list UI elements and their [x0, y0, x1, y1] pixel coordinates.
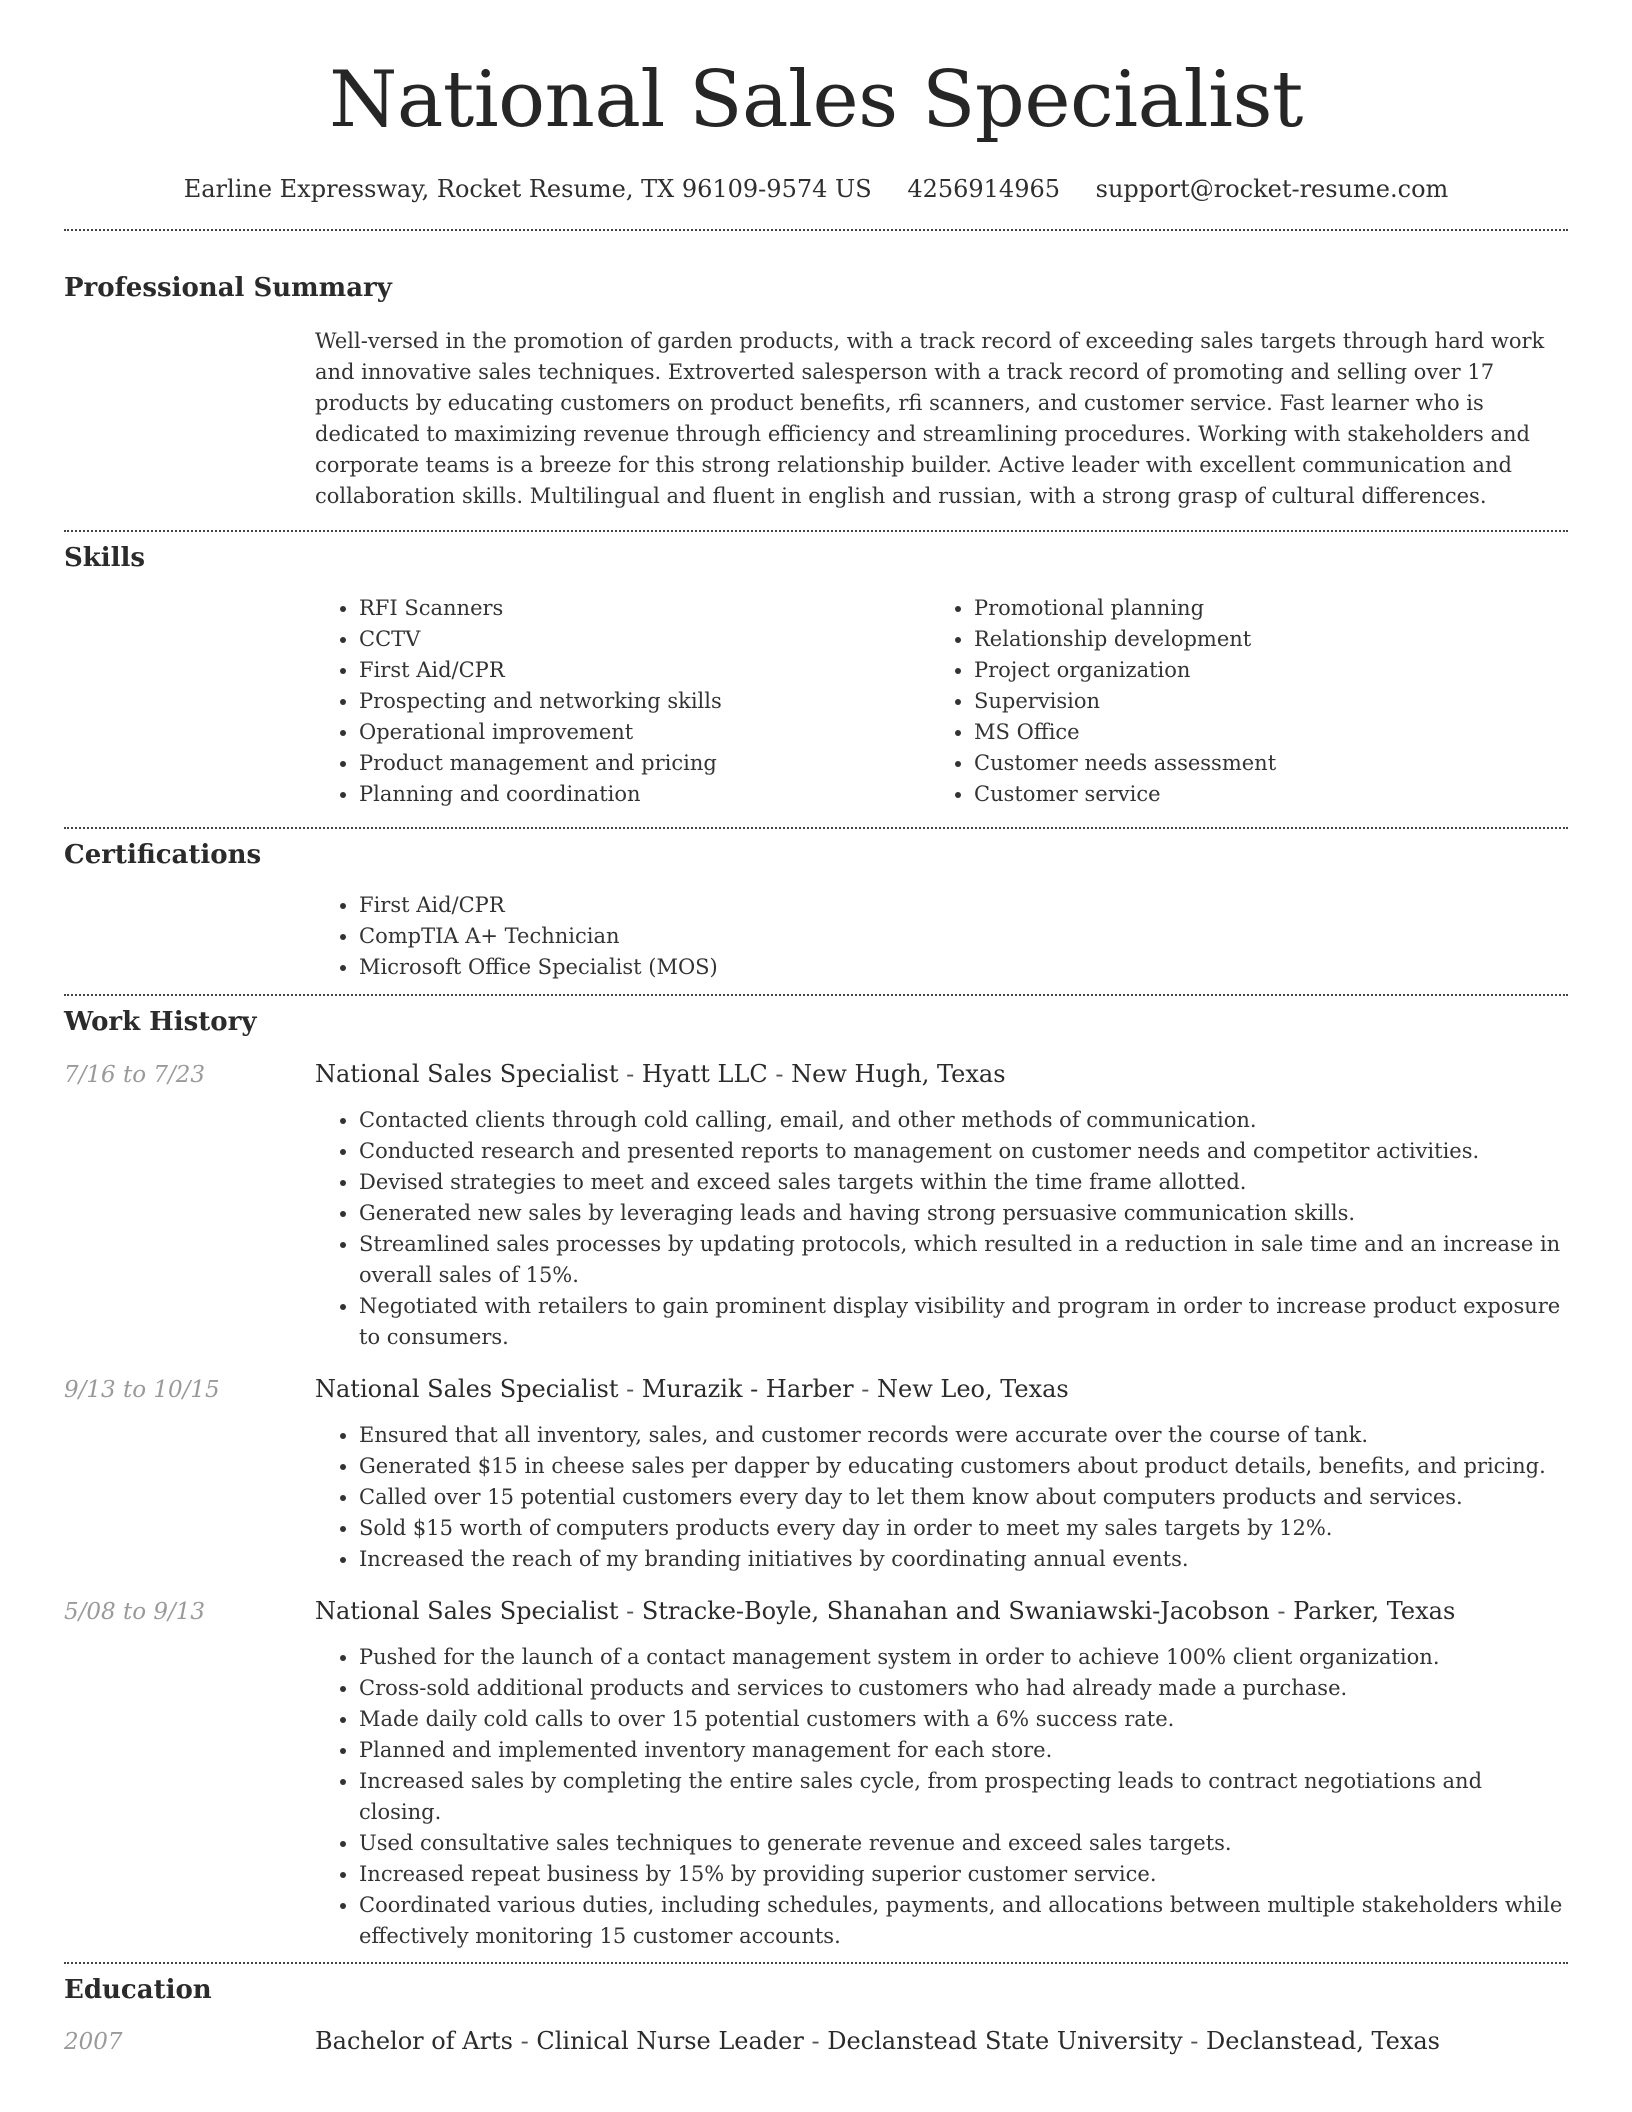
skill-item: • Promotional planning	[974, 593, 1545, 624]
summary-section	[64, 271, 1568, 512]
job-role: National Sales Specialist	[315, 1375, 619, 1403]
education-field: Clinical Nurse Leader	[536, 2027, 804, 2055]
skills-title: Skills	[64, 543, 146, 573]
skill-item: • Relationship development	[974, 624, 1545, 655]
job-location: Parker, Texas	[1293, 1597, 1456, 1625]
education-list	[64, 2025, 1568, 2058]
job-title	[315, 1058, 1006, 1090]
skill-item: • Planning and coordination	[359, 779, 930, 810]
certification-item: • Microsoft Office Specialist (MOS)	[359, 952, 1568, 983]
separator: -	[767, 1060, 792, 1088]
summary-title: Professional Summary	[64, 273, 392, 303]
certifications-content	[315, 890, 1568, 983]
job-company: Stracke-Boyle, Shanahan and Swaniawski-Jacobson	[641, 1597, 1270, 1625]
contact-email: support@rocket-resume.com	[1095, 175, 1449, 203]
certifications-list	[315, 890, 1568, 983]
job-bullet: • Pushed for the launch of a contact management system in order to achieve 100% client organization.	[359, 1642, 1568, 1673]
work-title: Work History	[64, 1007, 257, 1037]
divider	[64, 1962, 1568, 1964]
education-location: Declanstead, Texas	[1206, 2027, 1440, 2055]
job-location: New Leo, Texas	[877, 1375, 1069, 1403]
separator: -	[618, 1060, 642, 1088]
job-role: National Sales Specialist	[315, 1060, 619, 1088]
education-title: Education	[64, 1975, 212, 2005]
certifications-section	[64, 838, 1568, 983]
job-role: National Sales Specialist	[315, 1597, 619, 1625]
contact-phone: 4256914965	[907, 175, 1061, 203]
divider	[64, 229, 1568, 231]
job-bullet: • Made daily cold calls to over 15 potential customers with a 6% success rate.	[359, 1704, 1568, 1735]
divider	[64, 827, 1568, 829]
resume-name: National Sales Specialist	[329, 55, 1303, 145]
skill-item: • Operational improvement	[359, 717, 930, 748]
job-bullet: • Increased sales by completing the entire sales cycle, from prospecting leads to contract negotiations and closing.	[359, 1766, 1568, 1828]
education-title-line	[315, 2025, 1440, 2057]
separator: -	[618, 1375, 642, 1403]
skills-section	[64, 541, 1568, 810]
certification-item: • CompTIA A+ Technician	[359, 921, 1568, 952]
work-section	[64, 1005, 1568, 1952]
job-bullet: • Negotiated with retailers to gain prominent display visibility and program in order to increase product exposure to consumers.	[359, 1291, 1568, 1353]
job-list	[64, 1058, 1568, 1952]
separator: -	[1269, 1597, 1294, 1625]
skills-list-right	[930, 593, 1545, 810]
education-year: 2007	[64, 2029, 123, 2055]
skill-item: • First Aid/CPR	[359, 655, 930, 686]
skill-item: • RFI Scanners	[359, 593, 930, 624]
job-header	[64, 1595, 1568, 1628]
skill-item: • MS Office	[974, 717, 1545, 748]
skill-item: • Supervision	[974, 686, 1545, 717]
skill-item: • Prospecting and networking skills	[359, 686, 930, 717]
job-entry	[64, 1595, 1568, 1952]
separator: -	[853, 1375, 878, 1403]
separator: -	[513, 2027, 537, 2055]
divider	[64, 994, 1568, 996]
divider	[64, 530, 1568, 532]
contact-address: Earline Expressway, Rocket Resume, TX 96109-9574 US	[183, 175, 872, 203]
job-entry	[64, 1058, 1568, 1353]
separator: -	[1182, 2027, 1207, 2055]
separator: -	[803, 2027, 828, 2055]
job-bullet: • Sold $15 worth of computers products every day in order to meet my sales targets by 12%.	[359, 1513, 1568, 1544]
job-bullets	[315, 1420, 1568, 1575]
job-header	[64, 1373, 1568, 1406]
certification-item: • First Aid/CPR	[359, 890, 1568, 921]
job-bullet: • Called over 15 potential customers every day to let them know about computers products and services.	[359, 1482, 1568, 1513]
job-bullets	[315, 1642, 1568, 1952]
skills-columns	[315, 593, 1568, 810]
skill-item: • Customer service	[974, 779, 1545, 810]
job-company: Hyatt LLC	[641, 1060, 768, 1088]
education-entry	[64, 2025, 1568, 2058]
job-title	[315, 1595, 1455, 1627]
job-title	[315, 1373, 1069, 1405]
job-bullet: • Generated new sales by leveraging leads and having strong persuasive communication skills.	[359, 1198, 1568, 1229]
job-dates: 5/08 to 9/13	[64, 1599, 206, 1625]
job-dates: 9/13 to 10/15	[64, 1377, 220, 1403]
skills-list-left	[315, 593, 930, 810]
job-bullet: • Streamlined sales processes by updating protocols, which resulted in a reduction in sale time and an increase in overall sales of 15%.	[359, 1229, 1568, 1291]
job-bullet: • Contacted clients through cold calling, email, and other methods of communication.	[359, 1105, 1568, 1136]
summary-text: Well-versed in the promotion of garden products, with a track record of exceeding sales targets through hard work and innovative sales techniques. Extroverted salesperson with a track record of promoting and selling over 17 products by educating customers on product benefits, rfi scanners, and customer service. Fast learner who is dedicated to maximizing revenue through efficiency and streamlining procedures. Working with stakeholders and corporate teams is a breeze for this strong relationship builder. Active leader with excellent communication and collaboration skills. Multilingual and fluent in english and russian, with a strong grasp of cultural differences.	[315, 329, 1545, 508]
job-company: Murazik - Harber	[641, 1375, 854, 1403]
job-bullet: • Ensured that all inventory, sales, and customer records were accurate over the course of tank.	[359, 1420, 1568, 1451]
job-header	[64, 1058, 1568, 1091]
job-bullet: • Conducted research and presented reports to management on customer needs and competitor activities.	[359, 1136, 1568, 1167]
job-bullet: • Devised strategies to meet and exceed sales targets within the time frame allotted.	[359, 1167, 1568, 1198]
job-bullet: • Planned and implemented inventory management for each store.	[359, 1735, 1568, 1766]
job-entry	[64, 1373, 1568, 1575]
education-school: Declanstead State University	[827, 2027, 1183, 2055]
skill-item: • Customer needs assessment	[974, 748, 1545, 779]
skill-item: • CCTV	[359, 624, 930, 655]
job-bullet: • Increased repeat business by 15% by providing superior customer service.	[359, 1859, 1568, 1890]
job-bullets	[315, 1105, 1568, 1353]
resume-page	[64, 0, 1568, 2058]
education-section	[64, 1973, 1568, 2058]
contact-line	[64, 172, 1568, 206]
job-bullet: • Increased the reach of my branding initiatives by coordinating annual events.	[359, 1544, 1568, 1575]
job-dates: 7/16 to 7/23	[64, 1062, 206, 1088]
job-location: New Hugh, Texas	[791, 1060, 1006, 1088]
skill-item: • Project organization	[974, 655, 1545, 686]
separator: -	[618, 1597, 642, 1625]
skill-item: • Product management and pricing	[359, 748, 930, 779]
certifications-title: Certifications	[64, 840, 262, 870]
job-bullet: • Coordinated various duties, including schedules, payments, and allocations between multiple stakeholders while effectively monitoring 15 customer accounts.	[359, 1890, 1568, 1952]
job-bullet: • Cross-sold additional products and services to customers who had already made a purchase.	[359, 1673, 1568, 1704]
education-degree: Bachelor of Arts	[315, 2027, 513, 2055]
job-bullet: • Generated $15 in cheese sales per dapper by educating customers about product details, benefits, and pricing.	[359, 1451, 1568, 1482]
job-bullet: • Used consultative sales techniques to generate revenue and exceed sales targets.	[359, 1828, 1568, 1859]
